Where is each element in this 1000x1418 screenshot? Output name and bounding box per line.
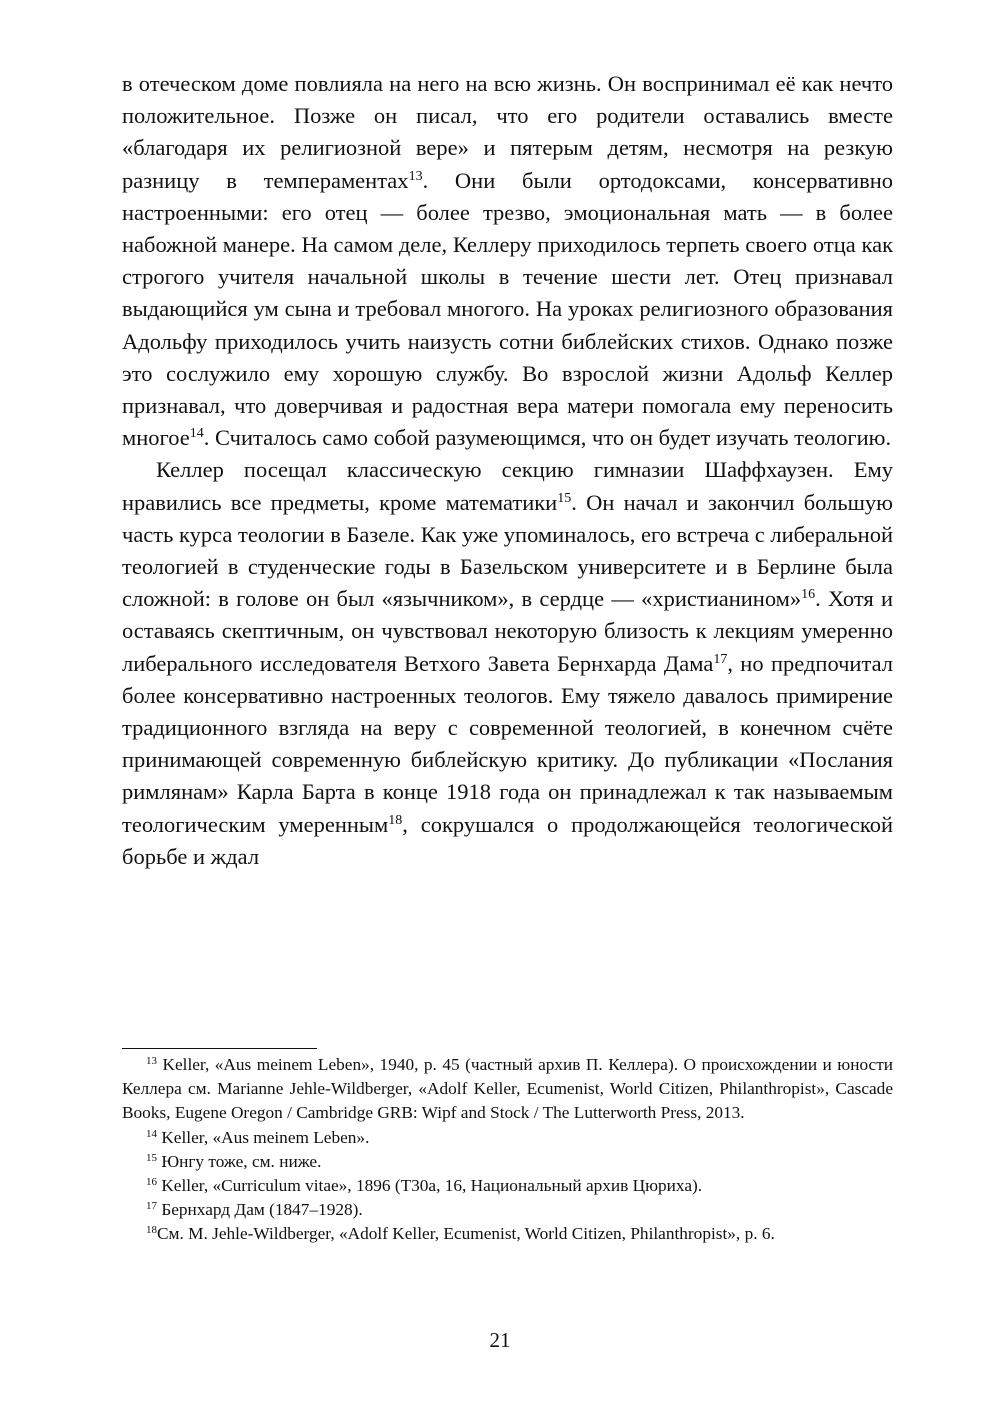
text-run: , сокрушался о продолжающейся теологической борьбе и ждал [122,811,893,869]
footnotes [122,1053,893,1247]
footnote-number: 16 [146,1176,157,1189]
text-run: . Считалось само собой разумеющимся, что он будет изучать теологию. [203,425,892,451]
footnote-text: Юнгу тоже, см. ниже. [161,1151,322,1171]
footnote-text: Keller, «Aus meinem Leben». [161,1127,370,1147]
footnote-number: 15 [146,1151,157,1164]
footnote-17 [122,1198,893,1222]
footnote-ref-17[interactable]: 17 [713,651,728,667]
footnote-number: 13 [146,1055,157,1067]
footnote-ref-14[interactable]: 14 [189,426,204,442]
footnote-ref-16[interactable]: 16 [801,587,816,603]
text-run: Келлер посещал классическую секцию гимназии Шаффхаузен. Ему нравились все предметы, кроме математики [122,457,893,515]
footnote-18 [122,1222,893,1246]
footnote-ref-18[interactable]: 18 [388,812,403,828]
text-run: , но предпочитал более консервативно настроенных теологов. Ему тяжело давалось примирение традиционного взгляда на веру с современной теологией, в конечном счёте принимающей современную библейскую критику. До публикации «Послания римлянам» Карла Барта в конце 1918 года он принадлежал к так называемым теологическим умеренным [122,650,893,837]
footnote-ref-13[interactable]: 13 [408,168,423,184]
footnote-text: Keller, «Aus meinem Leben», 1940, p. 45 (частный архив П. Келлера). О происхождении и юности Келлера см. Marianne Jehle-Wildberger, «Adolf Keller, Ecumenist, World Citizen, Philanthropist», Cascade Books, Eugene Oregon / Cambridge GRB: Wipf and Stock / The Lutterworth Press, 2013. [122,1055,893,1123]
text-run: . Хотя и оставаясь скептичным, он чувствовал некоторую близость к лекциям умеренно либерального исследователя Ветхого Завета Бернхарда Дама [122,586,893,676]
paragraph-2 [122,454,893,873]
page-number: 21 [489,1328,511,1352]
main-text [122,68,893,873]
text-run: в отеческом доме повлияла на него на всю жизнь. Он воспринимал её как нечто положительное. Позже он писал, что его родители оставались вместе «благодаря их религиозной вере» и пятерым детям, несмотря на резкую разницу в темпераментах [122,71,893,193]
text-run: . Они были ортодоксами, консервативно настроенными: его отец — более трезво, эмоциональная мать — в более набожной манере. На самом деле, Келлеру приходилось терпеть своего отца как строгого учителя начальной школы в течение шести лет. Отец признавал выдающийся ум сына и требовал многого. На уроках религиозного образования Адольфу приходилось учить наизусть сотни библейских стихов. Однако позже это сослужило ему хорошую службу. Во взрослой жизни Адольф Келлер признавал, что доверчивая и радостная вера матери помогала ему переносить многое [122,167,894,451]
footnote-text: См. M. Jehle-Wildberger, «Adolf Keller, Ecumenist, World Citizen, Philanthropist», p. 6. [157,1224,775,1244]
footnote-15 [122,1150,893,1174]
footnote-16 [122,1174,893,1198]
text-run: . Он начал и закончил большую часть курса теологии в Базеле. Как уже упоминалось, его встреча с либеральной теологией в студенческие годы в Базельском университете и в Берлине была сложной: в голове он был «язычником», в сердце — «христианином» [122,489,893,612]
footnote-text: Бернхард Дам (1847–1928). [161,1200,363,1220]
footnote-number: 18 [146,1224,157,1237]
footnote-text: Keller, «Curriculum vitae», 1896 (T30a, 16, Национальный архив Цюриха). [161,1176,703,1196]
footnote-number: 17 [146,1200,157,1213]
footnote-ref-15[interactable]: 15 [557,490,572,506]
paragraph-1 [122,68,893,454]
footnote-13 [122,1053,893,1126]
footnote-14 [122,1126,893,1150]
footnote-separator [122,1048,317,1049]
footnote-number: 14 [146,1127,157,1140]
